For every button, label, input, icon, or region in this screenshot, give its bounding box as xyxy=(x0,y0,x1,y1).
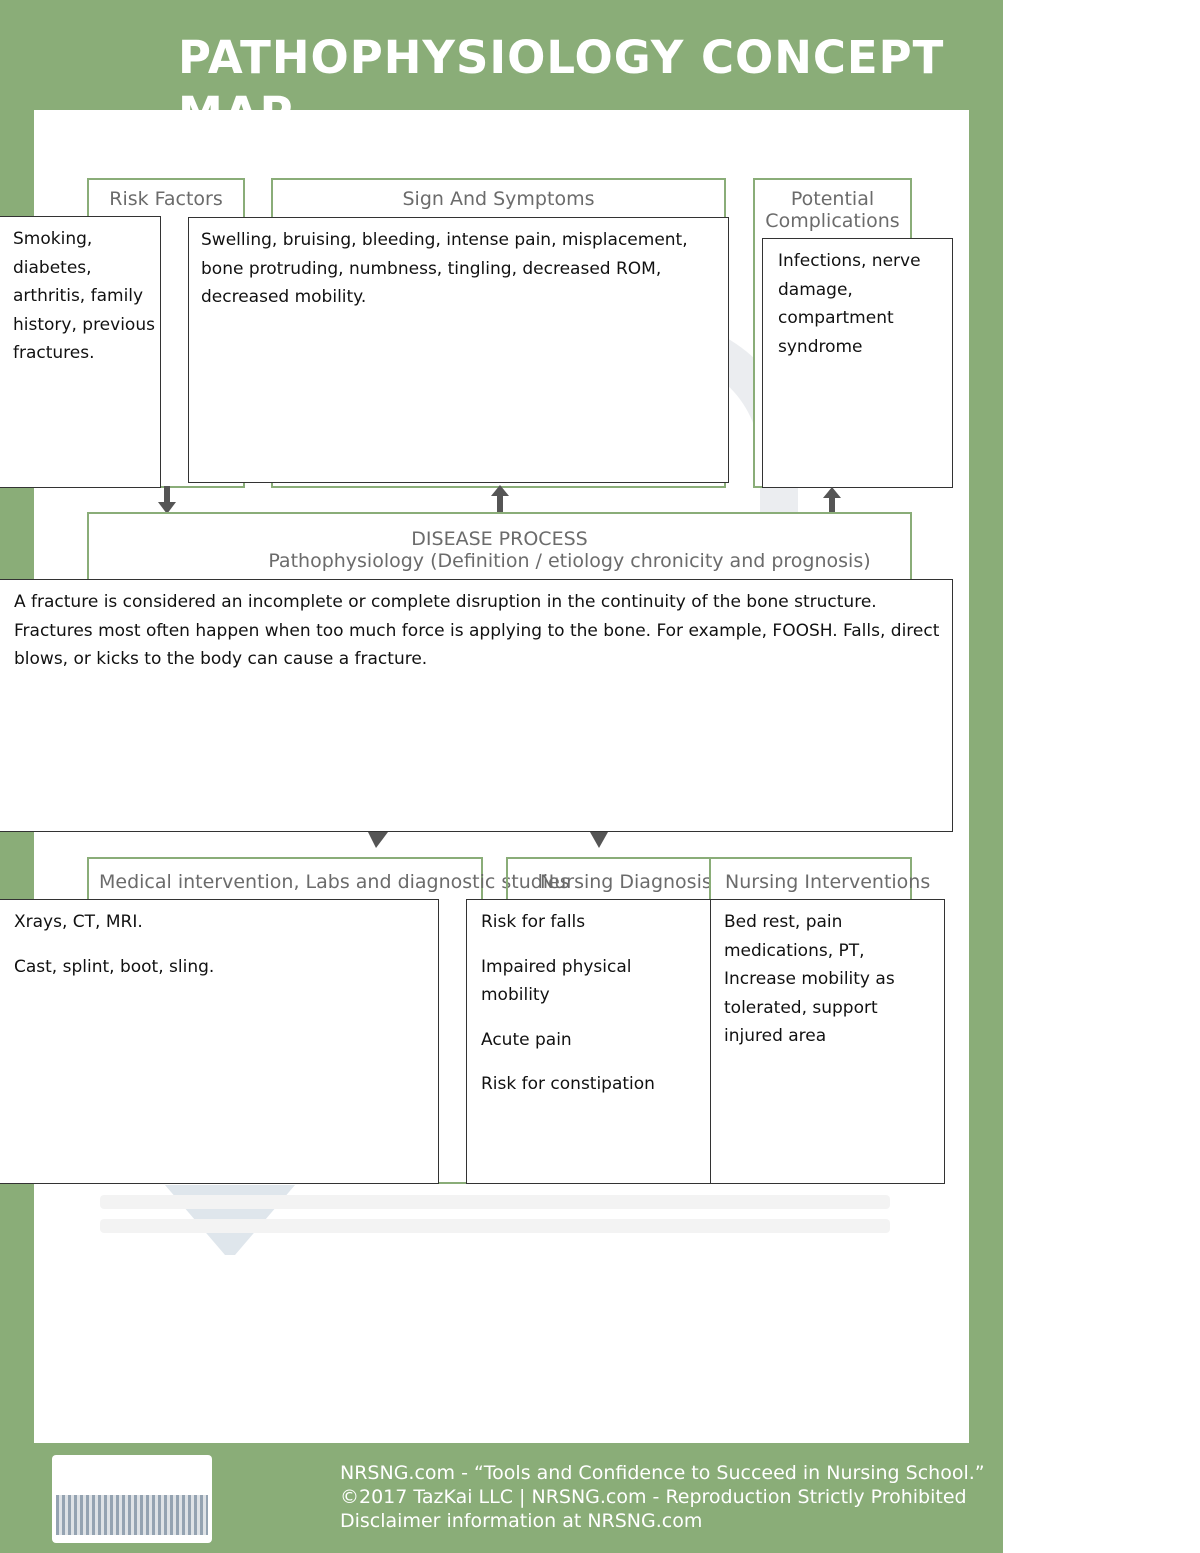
disease-process-title: DISEASE PROCESS xyxy=(411,528,588,550)
footer-copyright: ©2017 TazKai LLC | NRSNG.com - Reproduction Strictly Prohibited xyxy=(340,1486,967,1508)
nursing-diagnosis-title: Nursing Diagnosis xyxy=(540,871,712,893)
arrow-up-signs-icon xyxy=(489,484,511,514)
arrow-down-medical-icon xyxy=(368,832,392,850)
footer-tagline: NRSNG.com - “Tools and Confidence to Succeed in Nursing School.” xyxy=(340,1462,985,1484)
logo xyxy=(52,1455,212,1543)
complications-box xyxy=(762,238,953,488)
watermark-text xyxy=(100,1195,890,1255)
disease-process-box xyxy=(0,579,953,832)
logo-graphic-icon xyxy=(56,1495,208,1535)
signs-symptoms-title: Sign And Symptoms xyxy=(402,188,595,210)
disease-process-subtitle: Pathophysiology (Definition / etiology chronicity and prognosis) xyxy=(268,550,871,572)
disease-process-header xyxy=(87,512,912,582)
arrow-down-nursing-icon xyxy=(588,832,610,850)
footer xyxy=(340,1461,985,1533)
nursing-interventions-box xyxy=(710,899,945,1184)
risk-factors-text: Smoking, diabetes, arthritis, family history, previous fractures. xyxy=(13,229,155,363)
signs-symptoms-text: Swelling, bruising, bleeding, intense pain, misplacement, bone protruding, numbness, tingling, decreased ROM, decreased mobility. xyxy=(201,230,688,307)
complications-text: Infections, nerve damage, compartment syndrome xyxy=(778,251,921,357)
risk-factors-title: Risk Factors xyxy=(109,188,223,210)
diagnosis-item: Acute pain xyxy=(481,1029,572,1050)
diagnosis-item: Risk for falls xyxy=(481,912,586,932)
footer-disclaimer: Disclaimer information at NRSNG.com xyxy=(340,1510,703,1532)
medical-box xyxy=(0,899,439,1184)
complications-title-line1: Potential xyxy=(790,188,875,210)
nursing-interventions-text: Bed rest, pain medications, PT, Increase mobility as tolerated, support injured area xyxy=(724,912,895,1046)
diagnosis-item: Impaired physical mobility xyxy=(481,956,632,1005)
medical-title: Medical intervention, Labs and diagnostic studies xyxy=(99,871,570,893)
signs-symptoms-box xyxy=(188,217,729,483)
nursing-diagnosis-box xyxy=(466,899,712,1184)
disease-process-text: A fracture is considered an incomplete or complete disruption in the continuity of the bone structure. Fractures most often happen when too much force is applying to the bone. For example, FOOSH. Falls, direct blows, or kicks to the body can cause a fracture. xyxy=(14,592,940,669)
medical-line1: Xrays, CT, MRI. xyxy=(14,912,143,932)
complications-title-line2: Complications xyxy=(765,210,900,232)
medical-line2: Cast, splint, boot, sling. xyxy=(14,956,215,977)
diagnosis-item: Risk for constipation xyxy=(481,1074,655,1094)
nursing-interventions-title: Nursing Interventions xyxy=(725,871,931,893)
risk-factors-box xyxy=(0,216,161,488)
arrow-up-complications-icon xyxy=(821,486,843,514)
page-title: PATHOPHYSIOLOGY CONCEPT MAP xyxy=(178,31,945,140)
